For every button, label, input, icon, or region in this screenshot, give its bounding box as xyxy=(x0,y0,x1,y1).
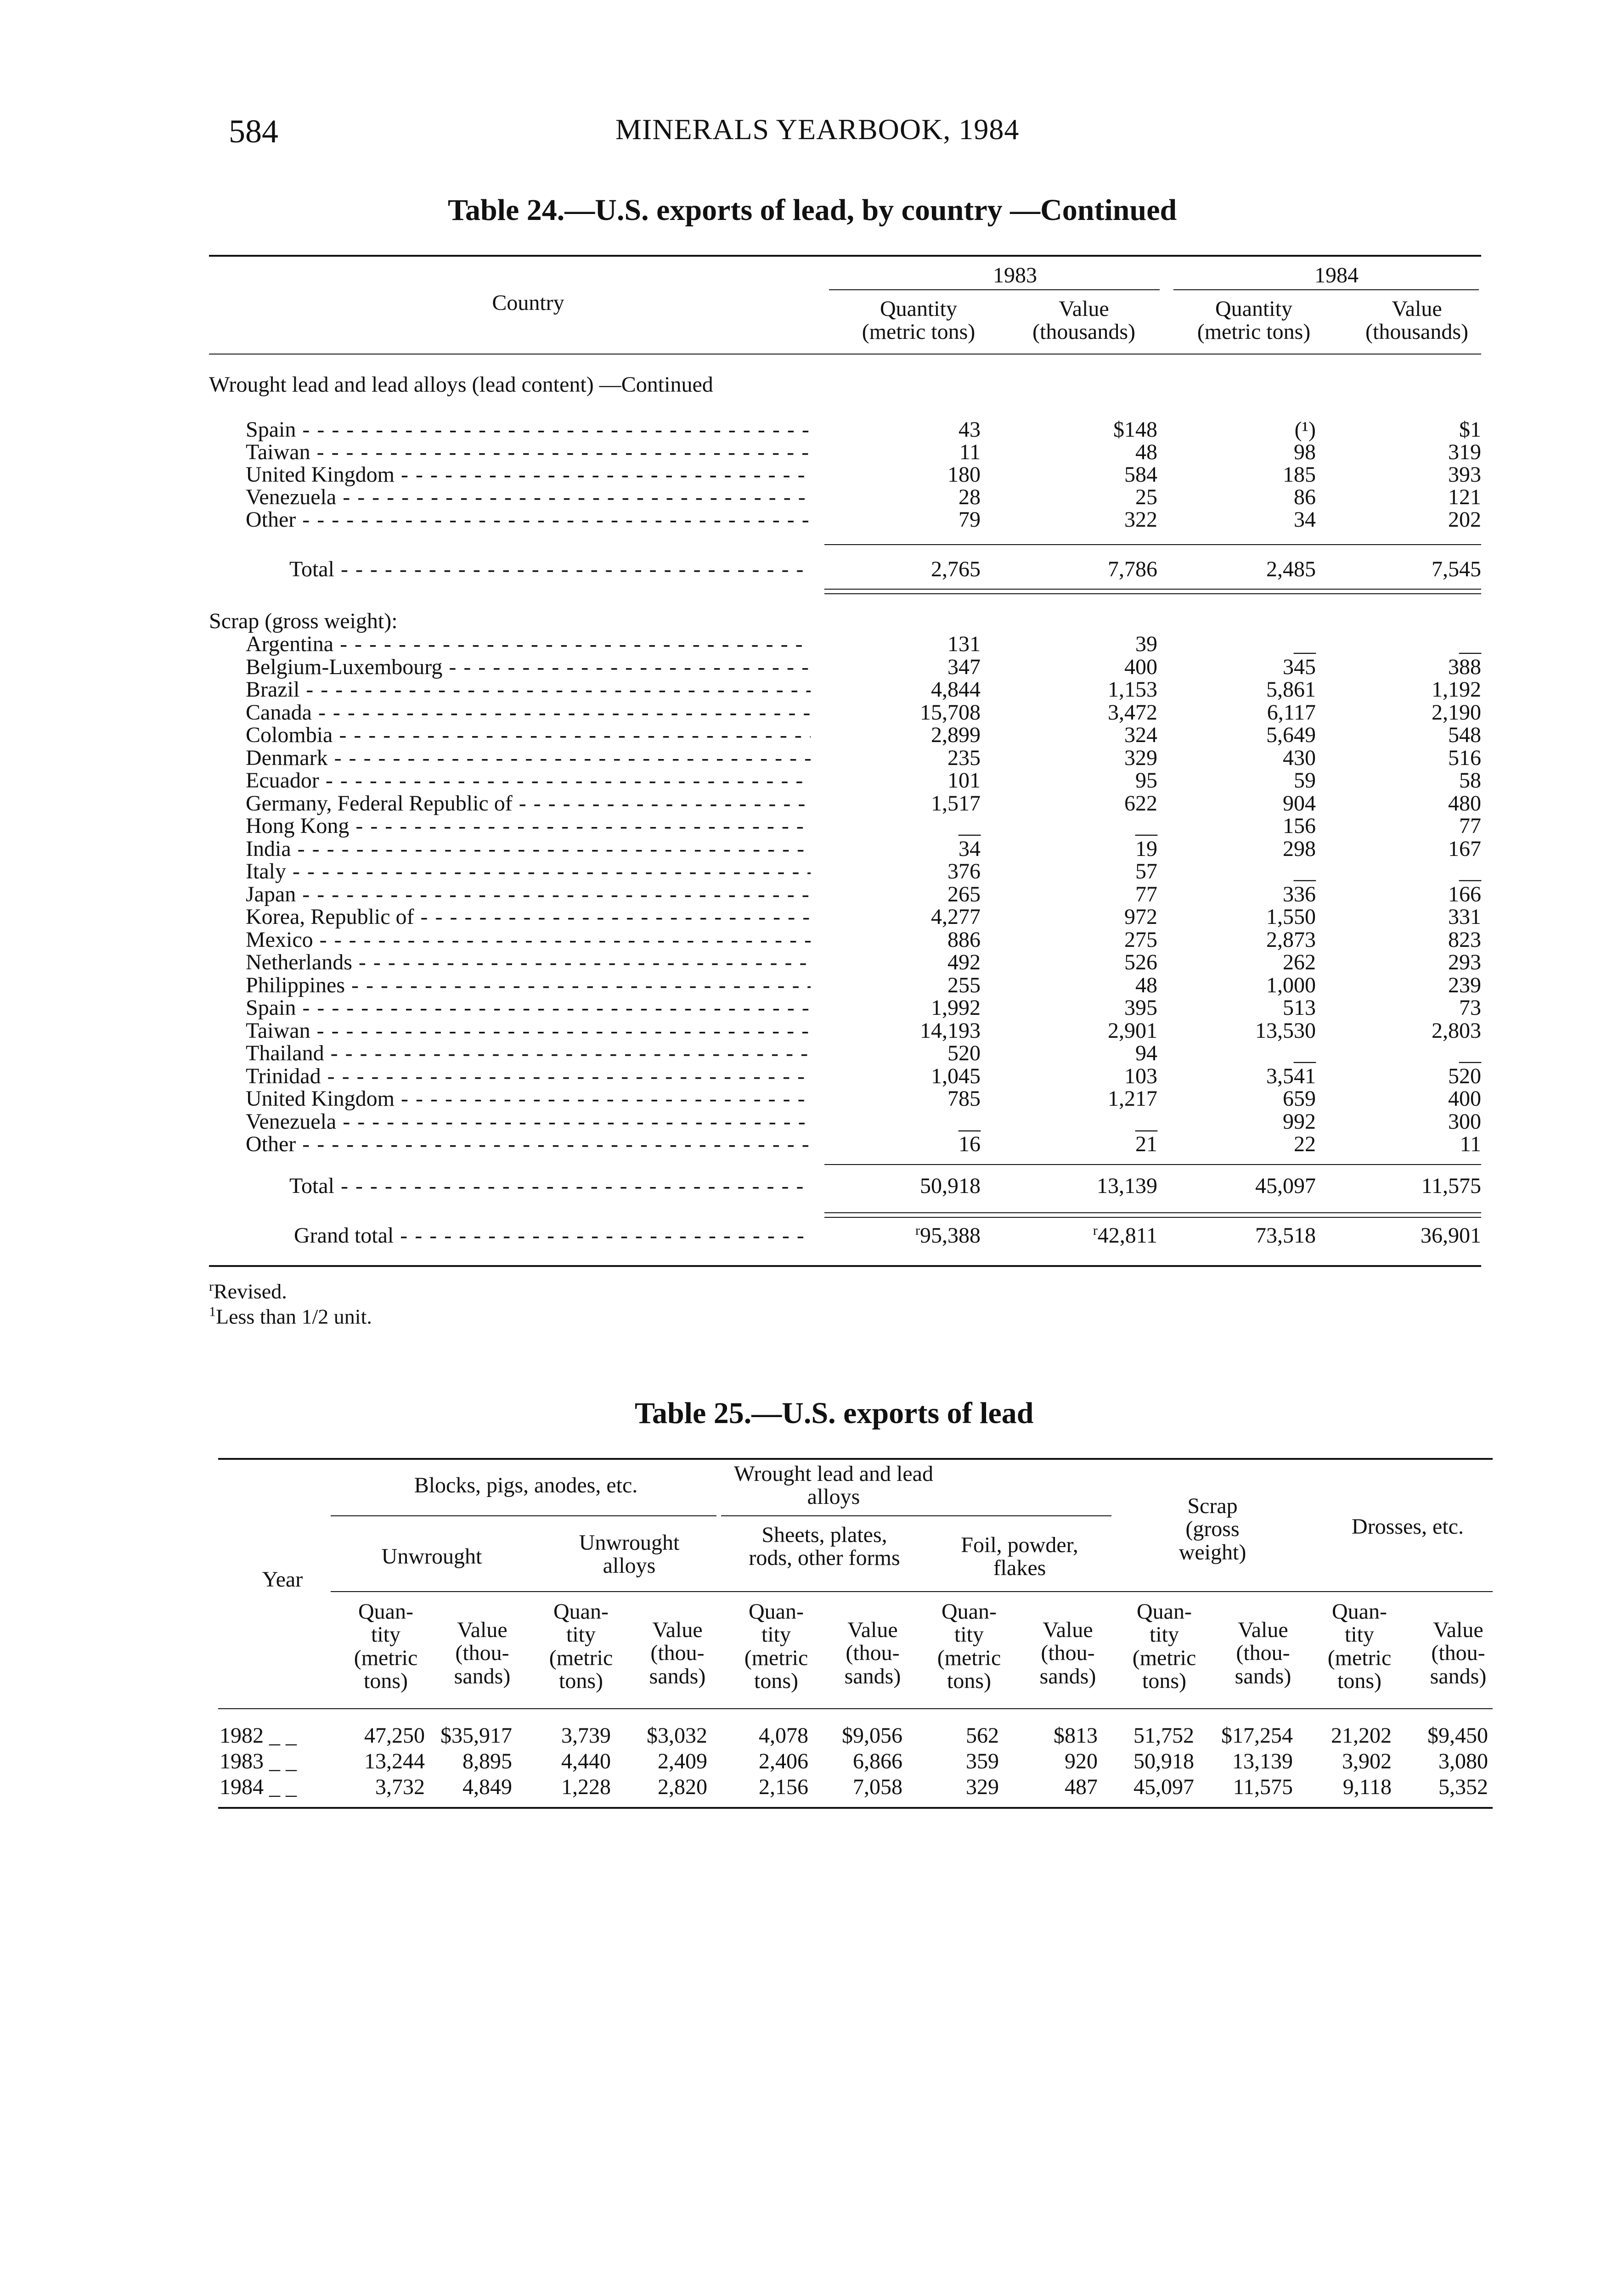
col-quantity-header: Quan- tity (metric tons) xyxy=(1327,1599,1392,1694)
cell-value: 11,575 xyxy=(1233,1775,1293,1799)
country-name: Spain - - - xyxy=(246,417,811,442)
cell-q83: 1,992 xyxy=(931,996,981,1020)
table24-col-value-1984 xyxy=(1325,298,1509,344)
cell-v84: 520 xyxy=(1448,1064,1481,1088)
cell-q84: 3,541 xyxy=(1266,1064,1316,1088)
cell-q84: (¹) xyxy=(1294,417,1316,442)
cell-value: 4,440 xyxy=(561,1749,611,1773)
cell-v83: 57 xyxy=(1135,859,1157,884)
cell-q83: 34 xyxy=(959,836,981,861)
country-name: Venezuela - - - xyxy=(246,1109,811,1134)
cell-v83: 77 xyxy=(1135,882,1157,906)
country-name: Italy - - - xyxy=(246,859,811,884)
cell-value: 3,739 xyxy=(561,1723,611,1748)
country-name: Denmark - - - xyxy=(246,745,811,771)
cell-value: 7,058 xyxy=(853,1775,902,1799)
footnote-revised xyxy=(209,1279,287,1303)
cell-v84: 166 xyxy=(1448,882,1481,906)
country-name: Argentina - - - xyxy=(246,631,811,657)
cell-q83: 255 xyxy=(947,973,981,997)
country-name: United Kingdom - - - xyxy=(246,462,811,487)
cell-v84: 11 xyxy=(1460,1132,1481,1156)
scrap-total-rule-bottom-1 xyxy=(824,1212,1481,1213)
cell-value: 4,078 xyxy=(759,1723,808,1748)
cell-q84: 156 xyxy=(1283,814,1316,838)
total-value: 7,545 xyxy=(1432,557,1481,581)
cell-value: 5,352 xyxy=(1438,1775,1488,1799)
country-name: Mexico - - - xyxy=(246,927,811,952)
cell-v84: 293 xyxy=(1448,950,1481,974)
total-v84 xyxy=(1343,1173,1481,1199)
cell-q84: 5,649 xyxy=(1266,723,1316,747)
wrought-total-rule-bottom-1 xyxy=(824,589,1481,590)
cell-q84: 992 xyxy=(1283,1109,1316,1134)
cell-v83: __ xyxy=(1135,1109,1157,1134)
cell-q83: 492 xyxy=(947,950,981,974)
cell-q84: 1,000 xyxy=(1266,973,1316,997)
cell-v84: 548 xyxy=(1448,723,1481,747)
country-name: Thailand - - - xyxy=(246,1041,811,1066)
cell-value: 359 xyxy=(966,1749,999,1773)
cell-q83: 16 xyxy=(959,1132,981,1156)
country-name: Germany, Federal Republic of - - - xyxy=(246,791,811,816)
footnote-1-text: Less than 1/2 unit. xyxy=(216,1305,372,1328)
col-quantity-header: Quan- tity (metric tons) xyxy=(354,1599,418,1694)
cell-v84: 388 xyxy=(1448,654,1481,679)
value-label: Value xyxy=(1392,297,1442,321)
cell-v84: 2,190 xyxy=(1432,700,1481,725)
country-name: India - - - xyxy=(246,836,811,861)
cell-value: 2,820 xyxy=(658,1775,707,1799)
cell-value: $813 xyxy=(1054,1723,1098,1748)
cell-q83: 886 xyxy=(947,927,981,952)
cell-v83: 19 xyxy=(1135,836,1157,861)
cell-q84: 5,861 xyxy=(1266,677,1316,702)
table24-year-1984: 1984 xyxy=(1314,263,1359,287)
total-q83 xyxy=(843,557,981,582)
cell-v83: 21 xyxy=(1135,1132,1157,1156)
cell-value: $3,032 xyxy=(647,1723,707,1748)
quantity-unit: (metric tons) xyxy=(1197,320,1311,344)
country-name: Ecuador - - - xyxy=(246,768,811,793)
cell-q84: 185 xyxy=(1283,462,1316,487)
country-name: Philippines - - - xyxy=(246,973,811,998)
cell-q84: 59 xyxy=(1294,768,1316,793)
total-q84 xyxy=(1178,1223,1316,1248)
country-name: Other - - - xyxy=(246,1131,811,1157)
quantity-label: Quantity xyxy=(880,297,957,321)
table24-col-quantity-1984 xyxy=(1162,298,1346,344)
group-blocks: Blocks, pigs, anodes, etc. xyxy=(414,1473,638,1497)
table24-year-1983: 1983 xyxy=(993,263,1037,287)
col-quantity-header: Quan- tity (metric tons) xyxy=(1132,1599,1196,1694)
cell-value: 3,902 xyxy=(1342,1749,1392,1773)
cell-q84: 336 xyxy=(1283,882,1316,906)
table25-year-header: Year xyxy=(262,1567,303,1592)
cell-q84: 513 xyxy=(1283,996,1316,1020)
cell-q83: 101 xyxy=(947,768,981,793)
cell-value: $9,450 xyxy=(1427,1723,1488,1748)
value-label: Value xyxy=(1059,297,1109,321)
total-label: Grand total - - - xyxy=(294,1223,811,1248)
cell-value: 8,895 xyxy=(462,1749,512,1773)
cell-q84: 13,530 xyxy=(1255,1018,1316,1043)
cell-q84: 904 xyxy=(1283,791,1316,816)
cell-q83: 1,045 xyxy=(931,1064,981,1088)
cell-q83: 1,517 xyxy=(931,791,981,816)
cell-q83: 14,193 xyxy=(920,1018,981,1043)
cell-value: 51,752 xyxy=(1133,1723,1194,1748)
total-value: 73,518 xyxy=(1255,1223,1316,1248)
cell-value: 6,866 xyxy=(853,1749,902,1773)
cell-v84: 202 xyxy=(1448,507,1481,532)
cell-v83: 584 xyxy=(1124,462,1157,487)
cell-v84: $1 xyxy=(1459,417,1481,442)
col-value-header: Value (thou- sands) xyxy=(1430,1618,1487,1688)
cell-value: 562 xyxy=(966,1723,999,1748)
cell-v84: 393 xyxy=(1448,462,1481,487)
cell-v83: 395 xyxy=(1124,996,1157,1020)
cell-value: 13,244 xyxy=(364,1749,425,1773)
cell-q84: 22 xyxy=(1294,1132,1316,1156)
wrought-total-rule-bottom-2 xyxy=(824,593,1481,594)
country-name: United Kingdom - - - xyxy=(246,1086,811,1111)
cell-q83: 2,899 xyxy=(931,723,981,747)
cell-value: 2,409 xyxy=(658,1749,707,1773)
cell-v83: $148 xyxy=(1113,417,1157,442)
footnote-r-mark: r xyxy=(209,1279,214,1294)
cell-v83: 95 xyxy=(1135,768,1157,793)
cell-q84: 659 xyxy=(1283,1086,1316,1111)
cell-v84: 58 xyxy=(1459,768,1481,793)
cell-v83: 2,901 xyxy=(1108,1018,1157,1043)
cell-value: 45,097 xyxy=(1133,1775,1194,1799)
cell-q84: 86 xyxy=(1294,485,1316,509)
col-drosses: Drosses, etc. xyxy=(1352,1514,1464,1539)
cell-value: 21,202 xyxy=(1331,1723,1392,1748)
country-name: Taiwan - - - xyxy=(246,439,811,465)
wrought-total-rule xyxy=(824,544,1481,545)
col-quantity-header: Quan- tity (metric tons) xyxy=(744,1599,808,1694)
table25-top-rule xyxy=(218,1458,1493,1460)
cell-q83: 376 xyxy=(947,859,981,884)
country-name: Spain - - - xyxy=(246,995,811,1020)
cell-v84: 823 xyxy=(1448,927,1481,952)
country-name: Japan - - - xyxy=(246,882,811,907)
cell-v84: 319 xyxy=(1448,440,1481,464)
cell-v83: 25 xyxy=(1135,485,1157,509)
cell-q83: 4,277 xyxy=(931,905,981,929)
cell-v84: 73 xyxy=(1459,996,1481,1020)
cell-value: 329 xyxy=(966,1775,999,1799)
total-v83 xyxy=(1020,1173,1157,1199)
cell-q83: __ xyxy=(959,814,981,838)
cell-value: $9,056 xyxy=(842,1723,902,1748)
col-value-header: Value (thou- sands) xyxy=(1039,1618,1096,1688)
cell-v84: __ xyxy=(1459,1041,1481,1065)
cell-v83: 324 xyxy=(1124,723,1157,747)
country-name: Belgium-Luxembourg - - - xyxy=(246,654,811,680)
rule-group-blocks xyxy=(331,1515,716,1516)
group-wrought: Wrought lead and lead alloys xyxy=(734,1462,933,1509)
cell-q83: 785 xyxy=(947,1086,981,1111)
country-name: Trinidad - - - xyxy=(246,1064,811,1089)
cell-value: 3,080 xyxy=(1438,1749,1488,1773)
section-scrap: Scrap (gross weight): xyxy=(209,609,398,633)
footnote-revised-text: Revised. xyxy=(214,1279,287,1303)
total-value: 7,786 xyxy=(1108,557,1157,581)
row-year: 1982 _ _ xyxy=(220,1723,297,1748)
cell-v84: __ xyxy=(1459,632,1481,656)
cell-q84: 34 xyxy=(1294,507,1316,532)
cell-v83: 400 xyxy=(1124,654,1157,679)
cell-v84: 239 xyxy=(1448,973,1481,997)
row-year: 1984 _ _ xyxy=(220,1774,297,1800)
country-name: Hong Kong - - - xyxy=(246,813,811,838)
cell-value: 1,228 xyxy=(561,1775,611,1799)
total-label: Total - - - xyxy=(289,557,811,582)
table24-col-value-1983 xyxy=(992,298,1176,344)
total-value: 11,575 xyxy=(1421,1174,1481,1198)
total-q83 xyxy=(843,1223,981,1248)
cell-v83: 48 xyxy=(1135,973,1157,997)
cell-q83: 131 xyxy=(947,632,981,656)
cell-v84: 400 xyxy=(1448,1086,1481,1111)
country-name: Korea, Republic of - - - xyxy=(246,904,811,929)
cell-value: 4,849 xyxy=(462,1775,512,1799)
cell-v84: 516 xyxy=(1448,745,1481,770)
total-q84 xyxy=(1178,1173,1316,1199)
country-name: Taiwan - - - xyxy=(246,1018,811,1043)
cell-q83: 43 xyxy=(959,417,981,442)
cell-q83: 28 xyxy=(959,485,981,509)
col-scrap: Scrap (gross weight) xyxy=(1178,1494,1246,1564)
cell-v84: 77 xyxy=(1459,814,1481,838)
sub-sheets: Sheets, plates, rods, other forms xyxy=(749,1523,900,1570)
col-value-header: Value (thou- sands) xyxy=(844,1618,901,1688)
table24-country-header: Country xyxy=(492,291,564,315)
cell-value: 487 xyxy=(1065,1775,1098,1799)
total-v83 xyxy=(1020,557,1157,582)
table24-header-rule xyxy=(209,354,1481,355)
country-name: Brazil - - - xyxy=(246,677,811,702)
col-value-header: Value (thou- sands) xyxy=(1235,1618,1291,1688)
value-unit: (thousands) xyxy=(1365,320,1468,344)
rule-1984 xyxy=(1173,289,1479,290)
cell-q84: 345 xyxy=(1283,654,1316,679)
rule-sub-headers xyxy=(331,1591,1493,1592)
total-value: 2,765 xyxy=(931,557,981,581)
cell-v83: 622 xyxy=(1124,791,1157,816)
revised-mark: r xyxy=(1093,1223,1098,1238)
cell-q83: 235 xyxy=(947,745,981,770)
cell-value: 13,139 xyxy=(1232,1749,1293,1773)
cell-v84: __ xyxy=(1459,859,1481,884)
cell-v83: 972 xyxy=(1124,905,1157,929)
rule-group-wrought xyxy=(721,1515,1111,1516)
cell-q84: 6,117 xyxy=(1267,700,1316,725)
rule-1983 xyxy=(829,289,1160,290)
cell-q83: 180 xyxy=(947,462,981,487)
country-name: Canada - - - xyxy=(246,700,811,725)
cell-value: 9,118 xyxy=(1342,1775,1392,1799)
cell-q83: 347 xyxy=(947,654,981,679)
cell-q83: __ xyxy=(959,1109,981,1134)
cell-value: 920 xyxy=(1065,1749,1098,1773)
total-q84 xyxy=(1178,557,1316,582)
cell-v84: 480 xyxy=(1448,791,1481,816)
value-unit: (thousands) xyxy=(1032,320,1135,344)
quantity-label: Quantity xyxy=(1215,297,1292,321)
cell-v84: 2,803 xyxy=(1432,1018,1481,1043)
scrap-total-rule xyxy=(824,1164,1481,1165)
cell-value: $35,917 xyxy=(440,1723,512,1748)
cell-v83: 526 xyxy=(1124,950,1157,974)
cell-q84: 262 xyxy=(1283,950,1316,974)
cell-q84: 98 xyxy=(1294,440,1316,464)
country-name: Venezuela - - - xyxy=(246,484,811,510)
table24-col-quantity-1983 xyxy=(827,298,1010,344)
cell-q83: 11 xyxy=(959,440,981,464)
total-value: 2,485 xyxy=(1266,557,1316,581)
cell-v83: 3,472 xyxy=(1108,700,1157,725)
cell-v84: 331 xyxy=(1448,905,1481,929)
cell-q84: __ xyxy=(1294,632,1316,656)
cell-value: 2,156 xyxy=(759,1775,808,1799)
cell-v84: 300 xyxy=(1448,1109,1481,1134)
cell-v83: 1,217 xyxy=(1108,1086,1157,1111)
cell-value: 50,918 xyxy=(1133,1749,1194,1773)
cell-v84: 167 xyxy=(1448,836,1481,861)
cell-q83: 15,708 xyxy=(920,700,981,725)
sub-unwrought: Unwrought xyxy=(381,1544,482,1569)
total-value: 95,388 xyxy=(920,1223,981,1248)
cell-q84: __ xyxy=(1294,859,1316,884)
col-quantity-header: Quan- tity (metric tons) xyxy=(937,1599,1001,1694)
total-value: 45,097 xyxy=(1255,1174,1316,1198)
cell-q83: 520 xyxy=(947,1041,981,1065)
country-name: Netherlands - - - xyxy=(246,950,811,975)
cell-q84: 298 xyxy=(1283,836,1316,861)
cell-q84: 1,550 xyxy=(1266,905,1316,929)
cell-value: $17,254 xyxy=(1221,1723,1293,1748)
country-name: Other - - - xyxy=(246,507,811,532)
sub-foil: Foil, powder, flakes xyxy=(961,1533,1078,1581)
col-quantity-header: Quan- tity (metric tons) xyxy=(549,1599,613,1694)
footnote-1 xyxy=(209,1304,372,1328)
table25-bottom-rule xyxy=(218,1807,1493,1809)
revised-mark: r xyxy=(915,1223,920,1238)
footnote-1-mark: 1 xyxy=(209,1304,216,1319)
cell-q84: __ xyxy=(1294,1041,1316,1065)
cell-v83: 1,153 xyxy=(1108,677,1157,702)
cell-v83: 329 xyxy=(1124,745,1157,770)
cell-q83: 79 xyxy=(959,507,981,532)
cell-value: 47,250 xyxy=(364,1723,425,1748)
cell-q84: 2,873 xyxy=(1266,927,1316,952)
total-value: 36,901 xyxy=(1421,1223,1481,1248)
cell-v83: 103 xyxy=(1124,1064,1157,1088)
table24-bottom-rule xyxy=(209,1265,1481,1267)
page-number: 584 xyxy=(229,113,278,150)
cell-v83: 275 xyxy=(1124,927,1157,952)
table24-title: Table 24.—U.S. exports of lead, by country —Continued xyxy=(448,193,1177,227)
cell-q84: 430 xyxy=(1283,745,1316,770)
sub-unwrought-alloys: Unwrought alloys xyxy=(579,1531,680,1578)
cell-v83: __ xyxy=(1135,814,1157,838)
total-label: Total - - - xyxy=(289,1173,811,1199)
cell-v83: 94 xyxy=(1135,1041,1157,1065)
section-wrought: Wrought lead and lead alloys (lead content) —Continued xyxy=(209,372,713,397)
table25-header-rule xyxy=(218,1708,1493,1709)
scrap-total-rule-bottom-2 xyxy=(824,1217,1481,1218)
total-v84 xyxy=(1343,1223,1481,1248)
cell-q83: 4,844 xyxy=(931,677,981,702)
col-value-header: Value (thou- sands) xyxy=(649,1618,706,1688)
col-value-header: Value (thou- sands) xyxy=(454,1618,511,1688)
cell-value: 2,406 xyxy=(759,1749,808,1773)
table25-title: Table 25.—U.S. exports of lead xyxy=(635,1396,1034,1430)
total-v84 xyxy=(1343,557,1481,582)
total-v83 xyxy=(1020,1223,1157,1248)
cell-v83: 48 xyxy=(1135,440,1157,464)
cell-v84: 121 xyxy=(1448,485,1481,509)
quantity-unit: (metric tons) xyxy=(862,320,975,344)
cell-q83: 265 xyxy=(947,882,981,906)
total-value: 50,918 xyxy=(920,1174,981,1198)
cell-v84: 1,192 xyxy=(1432,677,1481,702)
total-q83 xyxy=(843,1173,981,1199)
running-head: MINERALS YEARBOOK, 1984 xyxy=(615,113,1020,146)
cell-v83: 322 xyxy=(1124,507,1157,532)
cell-value: 3,732 xyxy=(375,1775,425,1799)
table24-top-rule xyxy=(209,255,1481,257)
cell-v83: 39 xyxy=(1135,632,1157,656)
country-name: Colombia - - - xyxy=(246,722,811,748)
total-value: 42,811 xyxy=(1097,1223,1157,1248)
row-year: 1983 _ _ xyxy=(220,1749,297,1774)
total-value: 13,139 xyxy=(1097,1174,1157,1198)
